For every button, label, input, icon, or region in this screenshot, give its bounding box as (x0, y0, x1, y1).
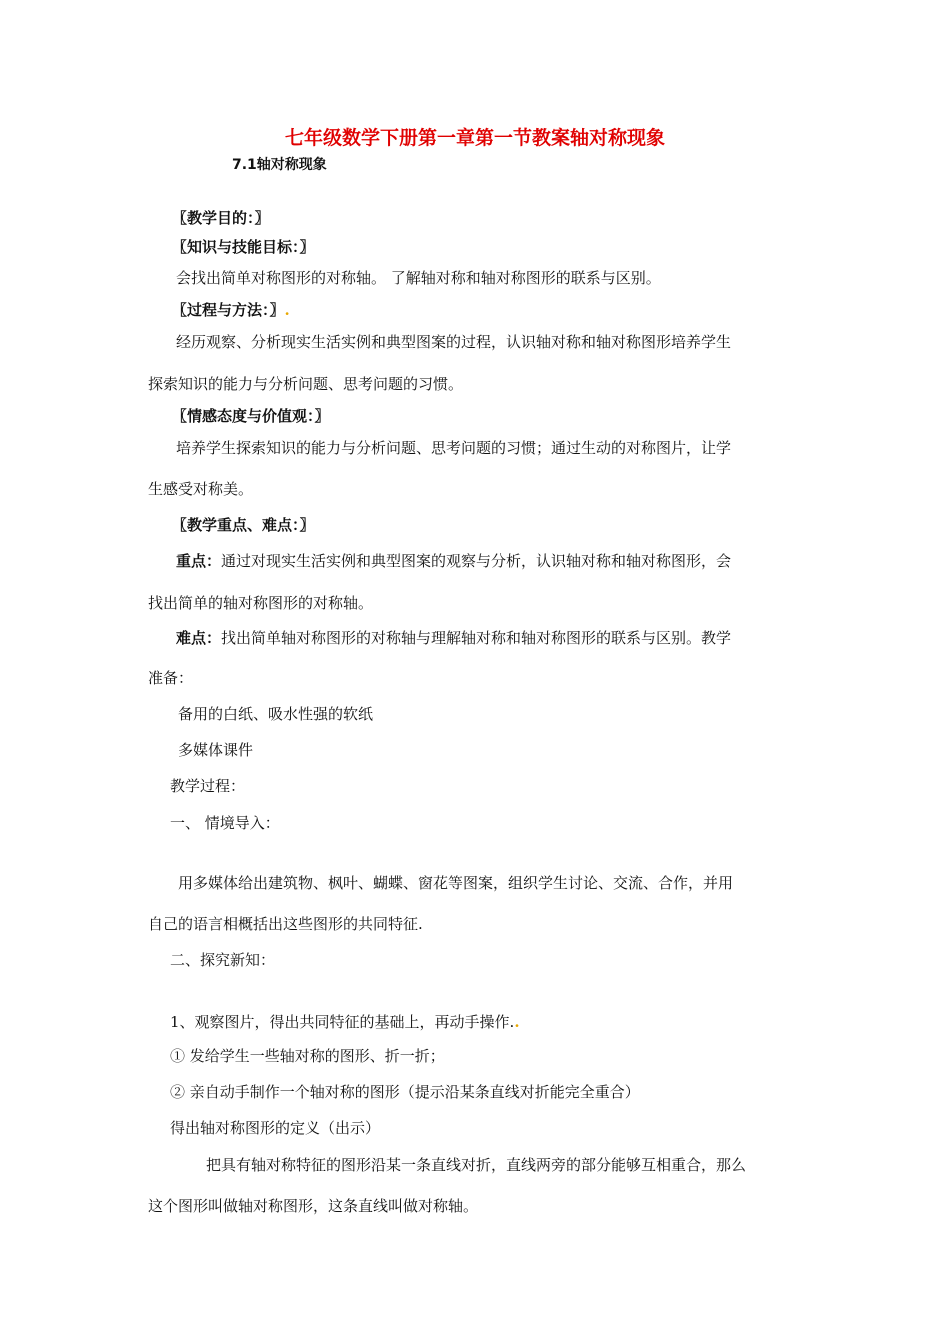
preparation-item-1: 备用的白纸、吸水性强的软纸 (178, 705, 374, 723)
highlight-dot: . (284, 301, 290, 319)
objectives-heading: 〖教学目的：〗 (172, 209, 270, 227)
step-1 (170, 1012, 520, 1032)
preparation-item-2: 多媒体课件 (178, 741, 254, 759)
difficulty-line-1 (176, 628, 731, 648)
step-1-text: 1、观察图片，得出共同特征的基础上，再动手操作. (170, 1013, 515, 1031)
knowledge-text: 会找出简单对称图形的对称轴。 了解轴对称和轴对称图形的联系与区别。 (176, 269, 661, 287)
focus-line-1 (176, 551, 731, 571)
definition-line-1: 把具有轴对称特征的图形沿某一条直线对折，直线两旁的部分能够互相重合，那么 (206, 1156, 747, 1174)
document-title: 七年级数学下册第一章第一节教案轴对称现象 (284, 127, 665, 149)
difficulty-label: 难点： (176, 629, 222, 647)
difficulty-text: 找出简单轴对称图形的对称轴与理解轴对称和轴对称图形的联系与区别。教学 (221, 629, 732, 647)
key-points-heading: 〖教学重点、难点：〗 (172, 516, 315, 534)
difficulty-line-2: 准备： (148, 669, 194, 687)
emotion-heading: 〖情感态度与价值观：〗 (172, 407, 330, 425)
section-2-heading: 二、探究新知： (170, 951, 276, 969)
focus-line-2: 找出简单的轴对称图形的对称轴。 (148, 594, 374, 612)
section-1-heading: 一、 情境导入： (170, 814, 280, 832)
process-method-line-2: 探索知识的能力与分析问题、思考问题的习惯。 (148, 375, 464, 393)
emotion-line-2: 生感受对称美。 (148, 480, 254, 498)
definition-intro: 得出轴对称图形的定义（出示） (170, 1119, 381, 1137)
knowledge-heading: 〖知识与技能目标：〗 (172, 238, 315, 256)
teaching-process-heading: 教学过程： (170, 777, 246, 795)
section-1-line-2: 自己的语言相概括出这些图形的共同特征. (148, 915, 423, 933)
section-1-line-1: 用多媒体给出建筑物、枫叶、蝴蝶、窗花等图案，组织学生讨论、交流、合作，并用 (178, 874, 734, 892)
step-1b: ② 亲自动手制作一个轴对称的图形（提示沿某条直线对折能完全重合） (170, 1083, 640, 1101)
process-method-heading (172, 300, 290, 320)
process-method-heading-text: 〖过程与方法：〗 (172, 301, 285, 319)
highlight-dot: . (514, 1013, 520, 1031)
emotion-line-1: 培养学生探索知识的能力与分析问题、思考问题的习惯；通过生动的对称图片，让学 (176, 439, 732, 457)
step-1a: ① 发给学生一些轴对称的图形、折一折； (170, 1047, 445, 1065)
process-method-line-1: 经历观察、分析现实生活实例和典型图案的过程，认识轴对称和轴对称图形培养学生 (176, 333, 732, 351)
focus-text: 通过对现实生活实例和典型图案的观察与分析，认识轴对称和轴对称图形，会 (221, 552, 732, 570)
definition-line-2: 这个图形叫做轴对称图形，这条直线叫做对称轴。 (148, 1197, 479, 1215)
focus-label: 重点： (176, 552, 222, 570)
section-subtitle: 7.1轴对称现象 (232, 157, 327, 173)
